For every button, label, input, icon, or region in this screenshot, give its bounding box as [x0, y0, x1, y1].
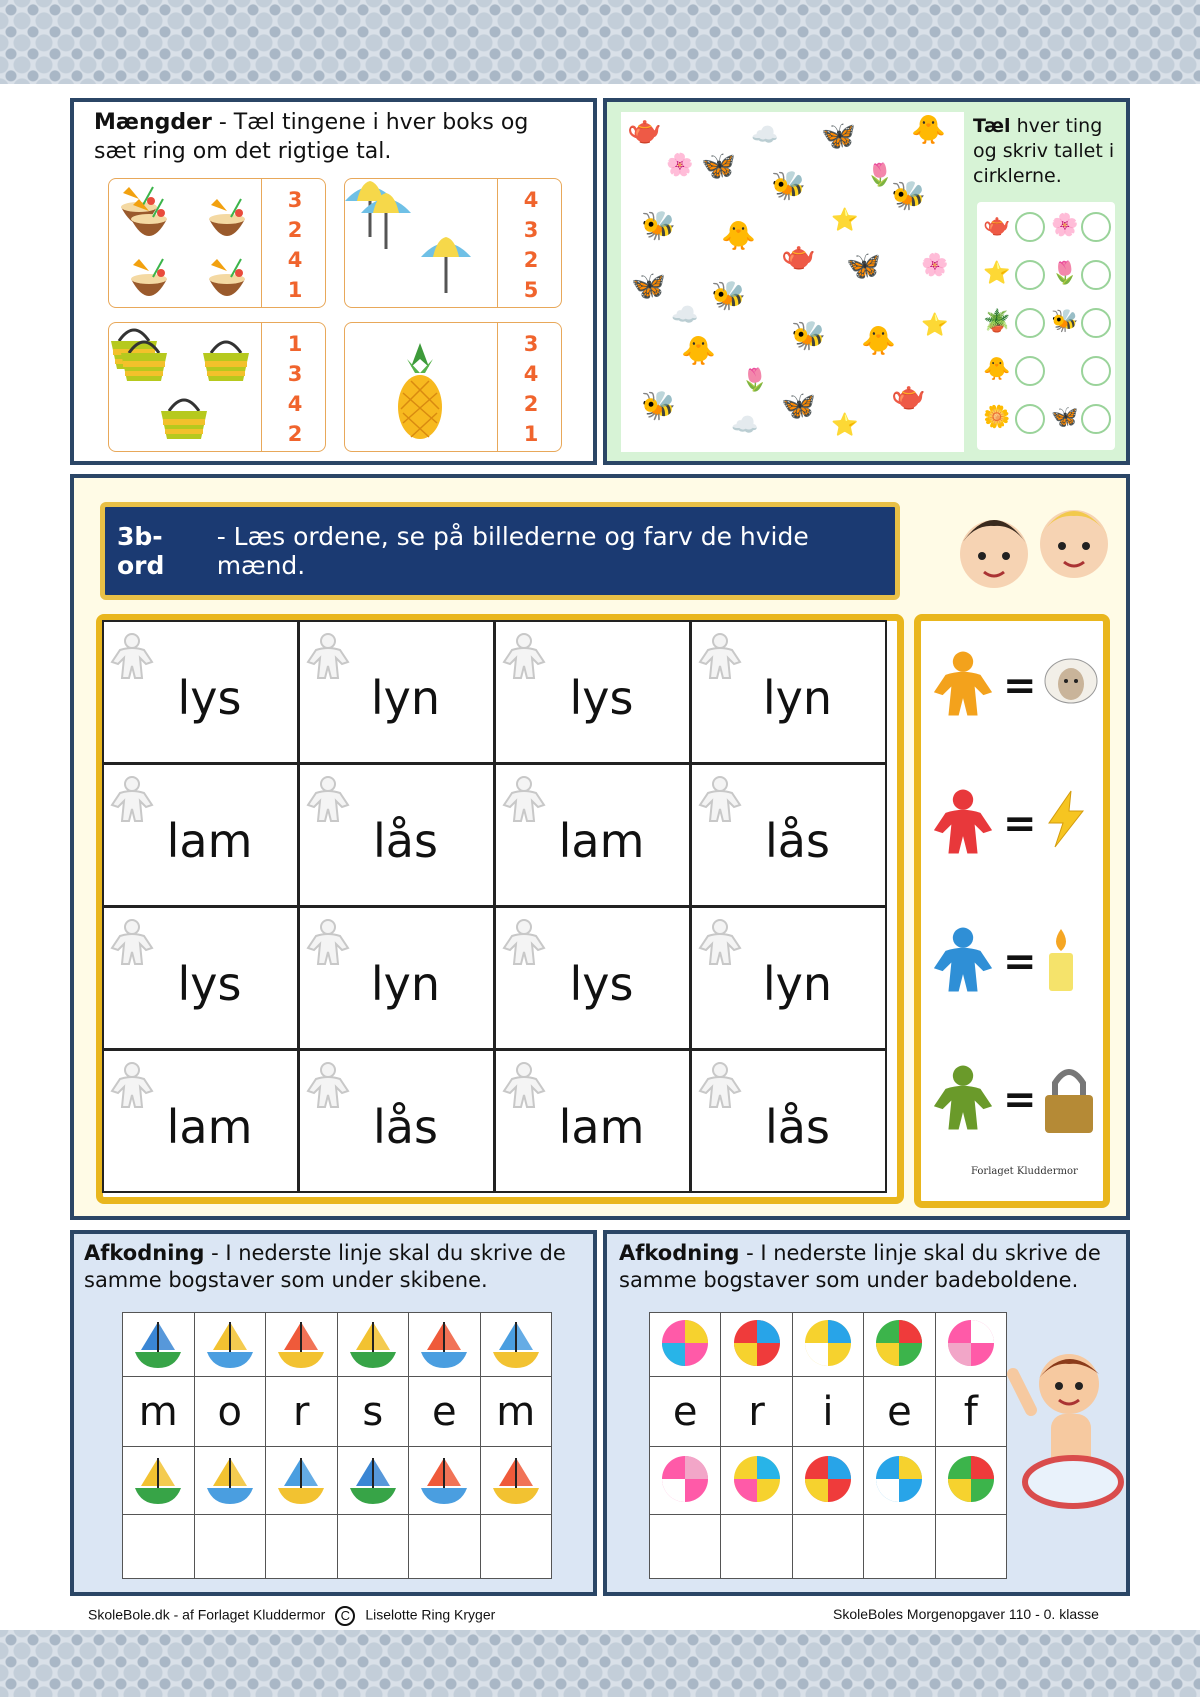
footer-right: SkoleBoles Morgenopgaver 110 - 0. klasse — [833, 1606, 1099, 1622]
white-man-icon[interactable] — [698, 775, 742, 825]
ball-cell — [721, 1447, 792, 1515]
bee-icon: 🐝 — [771, 169, 806, 202]
number-option[interactable]: 4 — [523, 362, 539, 386]
star-icon: ⭐ — [831, 208, 859, 233]
tally-row — [983, 402, 1111, 436]
flower-icon: 🌷 — [741, 368, 769, 393]
teapot-icon: 🫖 — [781, 239, 816, 272]
star-icon: ⭐ — [983, 261, 1011, 286]
white-man-icon[interactable] — [698, 918, 742, 968]
ball-code-table — [649, 1312, 1007, 1579]
equals-sign: = — [1003, 663, 1037, 709]
pineapple-icon — [345, 323, 495, 449]
code-letter: m — [480, 1377, 552, 1447]
tulip-icon: 🌷 — [1051, 261, 1079, 286]
colored-man-icon — [931, 783, 995, 863]
lightning-icon — [1041, 789, 1091, 867]
umbrella-icons — [345, 179, 495, 305]
beach-ball-icon — [660, 1454, 710, 1504]
ord3b-panel — [70, 474, 1130, 1220]
number-option[interactable]: 1 — [287, 278, 303, 302]
answer-circle[interactable] — [1081, 260, 1111, 290]
colored-man-icon — [931, 921, 995, 1001]
flower-icon: 🌷 — [866, 163, 894, 188]
answer-cell[interactable] — [935, 1515, 1006, 1579]
white-man-icon[interactable] — [502, 918, 546, 968]
answer-circle[interactable] — [1081, 212, 1111, 242]
word-label: lam — [558, 814, 645, 868]
answer-circle[interactable] — [1015, 404, 1045, 434]
code-letter: s — [337, 1377, 409, 1447]
number-option[interactable]: 3 — [523, 332, 539, 356]
ship-icon — [131, 1316, 185, 1370]
word-cell[interactable] — [690, 763, 887, 907]
tally-row — [983, 210, 1111, 244]
chick-icon: 🐥 — [721, 219, 756, 252]
afkodning-balls-panel — [603, 1230, 1130, 1596]
footer-left: SkoleBole.dk - af Forlaget Kluddermor C Liselotte Ring Kryger — [88, 1606, 495, 1626]
beach-ball-icon — [660, 1318, 710, 1368]
butterfly-icon: 🦋 — [631, 269, 666, 302]
legend-row — [931, 645, 1101, 729]
answer-cell[interactable] — [792, 1515, 863, 1579]
flower-icon: 🌸 — [1051, 213, 1079, 238]
number-option[interactable]: 3 — [287, 362, 303, 386]
chick-icon: 🐥 — [861, 324, 896, 357]
ball-cell — [792, 1447, 863, 1515]
white-man-icon[interactable] — [306, 632, 350, 682]
lily-icon: 🌼 — [983, 405, 1011, 430]
answer-circle[interactable] — [1015, 260, 1045, 290]
count-box-pineapple — [344, 322, 562, 452]
answer-circle[interactable] — [1015, 356, 1045, 386]
tally-row — [983, 354, 1111, 388]
number-option[interactable]: 2 — [523, 392, 539, 416]
code-letter: r — [266, 1377, 338, 1447]
number-option[interactable]: 1 — [523, 422, 539, 446]
ship-icon — [274, 1452, 328, 1506]
number-option[interactable]: 5 — [523, 278, 539, 302]
bee-icon: 🐝 — [1051, 309, 1079, 334]
teapot-icon: 🫖 — [891, 379, 926, 412]
ship-cell — [337, 1313, 409, 1377]
word-label: lås — [765, 814, 830, 868]
chick-icon: 🐥 — [911, 113, 946, 146]
white-man-icon[interactable] — [110, 1061, 154, 1111]
equals-sign: = — [1003, 1077, 1037, 1123]
word-cell[interactable] — [298, 1049, 495, 1193]
ball-cell — [864, 1313, 935, 1377]
code-letter: m — [123, 1377, 195, 1447]
taeel-instruction: Tæl hver ting og skriv tallet i cirklerne. — [973, 115, 1115, 187]
ship-icon — [417, 1452, 471, 1506]
word-label: lyn — [370, 957, 441, 1011]
flower-icon: 🌸 — [921, 253, 949, 278]
cloud-icon: ☁️ — [731, 413, 759, 438]
bee-icon: 🐝 — [641, 209, 676, 242]
beach-ball-icon — [803, 1318, 853, 1368]
white-man-icon[interactable] — [502, 775, 546, 825]
word-label: lys — [177, 671, 242, 725]
coconut-drink-icons — [109, 179, 259, 305]
ball-cell — [650, 1447, 721, 1515]
answer-cell[interactable] — [864, 1515, 935, 1579]
answer-circle[interactable] — [1015, 212, 1045, 242]
watering-can-icon: 🪴 — [983, 309, 1011, 334]
ship-icon — [417, 1316, 471, 1370]
white-man-icon[interactable] — [698, 632, 742, 682]
beach-ball-icon — [732, 1454, 782, 1504]
ship-cell — [123, 1447, 195, 1515]
number-option[interactable]: 2 — [287, 422, 303, 446]
answer-cell[interactable] — [123, 1515, 195, 1579]
legend-row — [931, 1059, 1101, 1143]
answer-cell[interactable] — [409, 1515, 481, 1579]
cloud-icon: ☁️ — [751, 123, 779, 148]
word-label: lys — [569, 671, 634, 725]
word-cell[interactable] — [494, 1049, 691, 1193]
ship-icon — [131, 1452, 185, 1506]
count-box-coconut — [108, 178, 326, 308]
equals-sign: = — [1003, 939, 1037, 985]
publisher-logo: Forlaget Kluddermor — [971, 1166, 1078, 1177]
answer-circle[interactable] — [1015, 308, 1045, 338]
legend-row — [931, 921, 1101, 1005]
word-label: lys — [569, 957, 634, 1011]
afkodning-ships-instruction: Afkodning - I nederste linje skal du skrive de samme bogstaver som under skibene. — [84, 1241, 566, 1292]
ship-icon — [489, 1316, 543, 1370]
word-label: lås — [765, 1100, 830, 1154]
number-option[interactable]: 3 — [523, 218, 539, 242]
ship-icon — [203, 1452, 257, 1506]
word-cell[interactable] — [494, 906, 691, 1050]
taeel-panel — [603, 98, 1130, 465]
code-letter: f — [935, 1377, 1006, 1447]
count-box-basket — [108, 322, 326, 452]
code-letter: e — [409, 1377, 481, 1447]
teapot-icon: 🫖 — [627, 113, 662, 146]
ship-cell — [194, 1313, 266, 1377]
word-cell[interactable] — [690, 620, 887, 764]
count-box-umbrella — [344, 178, 562, 308]
star-icon: ⭐ — [921, 313, 949, 338]
answer-cell[interactable] — [266, 1515, 338, 1579]
white-man-icon[interactable] — [502, 1061, 546, 1111]
word-label: lam — [166, 814, 253, 868]
ship-icon — [346, 1316, 400, 1370]
ship-cell — [123, 1313, 195, 1377]
butterfly-icon: 🦋 — [846, 249, 881, 282]
number-option[interactable]: 4 — [287, 392, 303, 416]
word-label: lam — [166, 1100, 253, 1154]
beach-ball-icon — [946, 1318, 996, 1368]
ship-cell — [266, 1313, 338, 1377]
word-label: lam — [558, 1100, 645, 1154]
beach-ball-icon — [732, 1318, 782, 1368]
decorative-bottom-band — [0, 1630, 1200, 1697]
ship-cell — [266, 1447, 338, 1515]
maengder-instruction: Mængder - Tæl tingene i hver boks og sæt ring om det rigtige tal. — [94, 110, 529, 164]
word-cell[interactable] — [298, 620, 495, 764]
word-cell[interactable] — [494, 620, 691, 764]
white-man-icon[interactable] — [110, 775, 154, 825]
ship-cell — [409, 1313, 481, 1377]
ball-cell — [864, 1447, 935, 1515]
bee-icon: 🐝 — [891, 179, 926, 212]
white-man-icon[interactable] — [110, 918, 154, 968]
word-cell[interactable] — [102, 1049, 299, 1193]
ball-cell — [935, 1313, 1006, 1377]
ship-icon — [203, 1316, 257, 1370]
ship-cell — [194, 1447, 266, 1515]
flower-icon: 🌸 — [666, 153, 694, 178]
kids-illustration — [924, 484, 1134, 604]
candle-icon — [1041, 927, 1081, 1011]
copyright-icon: C — [335, 1606, 355, 1626]
ship-cell — [337, 1447, 409, 1515]
code-letter: e — [864, 1377, 935, 1447]
chick-icon: 🐥 — [681, 334, 716, 367]
number-option[interactable]: 2 — [287, 218, 303, 242]
word-label: lås — [373, 1100, 438, 1154]
white-man-icon[interactable] — [306, 775, 350, 825]
afkodning-balls-instruction: Afkodning - I nederste linje skal du skrive de samme bogstaver som under badeboldene. — [619, 1241, 1101, 1292]
answer-circle[interactable] — [1081, 404, 1111, 434]
white-man-icon[interactable] — [698, 1061, 742, 1111]
code-letter: i — [792, 1377, 863, 1447]
colored-man-icon — [931, 645, 995, 725]
ship-icon — [489, 1452, 543, 1506]
i-spy-picture — [621, 112, 964, 452]
word-grid — [96, 614, 904, 1204]
tally-box — [977, 202, 1115, 450]
legend-row — [931, 783, 1101, 867]
word-cell[interactable] — [690, 906, 887, 1050]
number-option[interactable]: 2 — [523, 248, 539, 272]
bee-icon: 🐝 — [711, 279, 746, 312]
ship-cell — [409, 1447, 481, 1515]
white-man-icon[interactable] — [110, 632, 154, 682]
sheep-icon — [1041, 651, 1101, 729]
word-cell[interactable] — [298, 906, 495, 1050]
ord3b-title-bar: 3b-ord - Læs ordene, se på billederne og farv de hvide mænd. — [100, 502, 900, 600]
word-cell[interactable] — [102, 620, 299, 764]
code-letter: r — [721, 1377, 792, 1447]
answer-cell[interactable] — [480, 1515, 552, 1579]
butterfly-icon: 🦋 — [701, 149, 736, 182]
word-label: lås — [373, 814, 438, 868]
bee-icon: 🐝 — [791, 319, 826, 352]
beach-ball-icon — [803, 1454, 853, 1504]
bee-icon: 🐝 — [641, 389, 676, 422]
word-label: lyn — [370, 671, 441, 725]
answer-cell[interactable] — [721, 1515, 792, 1579]
ball-cell — [935, 1447, 1006, 1515]
number-option[interactable]: 3 — [287, 188, 303, 212]
maengder-panel — [70, 98, 597, 465]
code-letter: o — [194, 1377, 266, 1447]
color-legend — [914, 614, 1110, 1208]
chick-icon: 🐥 — [983, 357, 1011, 382]
ball-cell — [650, 1313, 721, 1377]
white-man-icon[interactable] — [306, 1061, 350, 1111]
decorative-top-band — [0, 0, 1200, 84]
butterfly-icon: 🦋 — [1051, 405, 1079, 430]
number-option[interactable]: 1 — [287, 332, 303, 356]
word-label: lyn — [762, 671, 833, 725]
code-letter: e — [650, 1377, 721, 1447]
answer-circle[interactable] — [1081, 356, 1111, 386]
word-cell[interactable] — [298, 763, 495, 907]
star-icon: ⭐ — [831, 413, 859, 438]
word-cell[interactable] — [102, 906, 299, 1050]
word-cell[interactable] — [690, 1049, 887, 1193]
equals-sign: = — [1003, 801, 1037, 847]
ship-code-table — [122, 1312, 552, 1579]
cloud-icon: ☁️ — [671, 303, 699, 328]
beach-ball-icon — [874, 1454, 924, 1504]
number-option[interactable]: 4 — [287, 248, 303, 272]
butterfly-icon: 🦋 — [781, 389, 816, 422]
ball-cell — [792, 1313, 863, 1377]
word-label: lys — [177, 957, 242, 1011]
beach-ball-icon — [946, 1454, 996, 1504]
white-man-icon[interactable] — [502, 632, 546, 682]
answer-circle[interactable] — [1081, 308, 1111, 338]
butterfly-icon: 🦋 — [821, 119, 856, 152]
colored-man-icon — [931, 1059, 995, 1139]
teapot-icon: 🫖 — [983, 213, 1011, 238]
word-cell[interactable] — [494, 763, 691, 907]
tally-row — [983, 258, 1111, 292]
afkodning-ships-panel — [70, 1230, 597, 1596]
ship-icon — [346, 1452, 400, 1506]
ball-cell — [721, 1313, 792, 1377]
ship-cell — [480, 1313, 552, 1377]
ship-icon — [274, 1316, 328, 1370]
beach-ball-icon — [874, 1318, 924, 1368]
number-option[interactable]: 4 — [523, 188, 539, 212]
answer-cell[interactable] — [650, 1515, 721, 1579]
word-cell[interactable] — [102, 763, 299, 907]
boy-with-swim-ring-illustration — [1007, 1334, 1125, 1554]
white-man-icon[interactable] — [306, 918, 350, 968]
word-label: lyn — [762, 957, 833, 1011]
ship-cell — [480, 1447, 552, 1515]
padlock-icon — [1041, 1065, 1097, 1153]
tally-row — [983, 306, 1111, 340]
basket-icons — [109, 323, 259, 449]
answer-cell[interactable] — [194, 1515, 266, 1579]
answer-cell[interactable] — [337, 1515, 409, 1579]
